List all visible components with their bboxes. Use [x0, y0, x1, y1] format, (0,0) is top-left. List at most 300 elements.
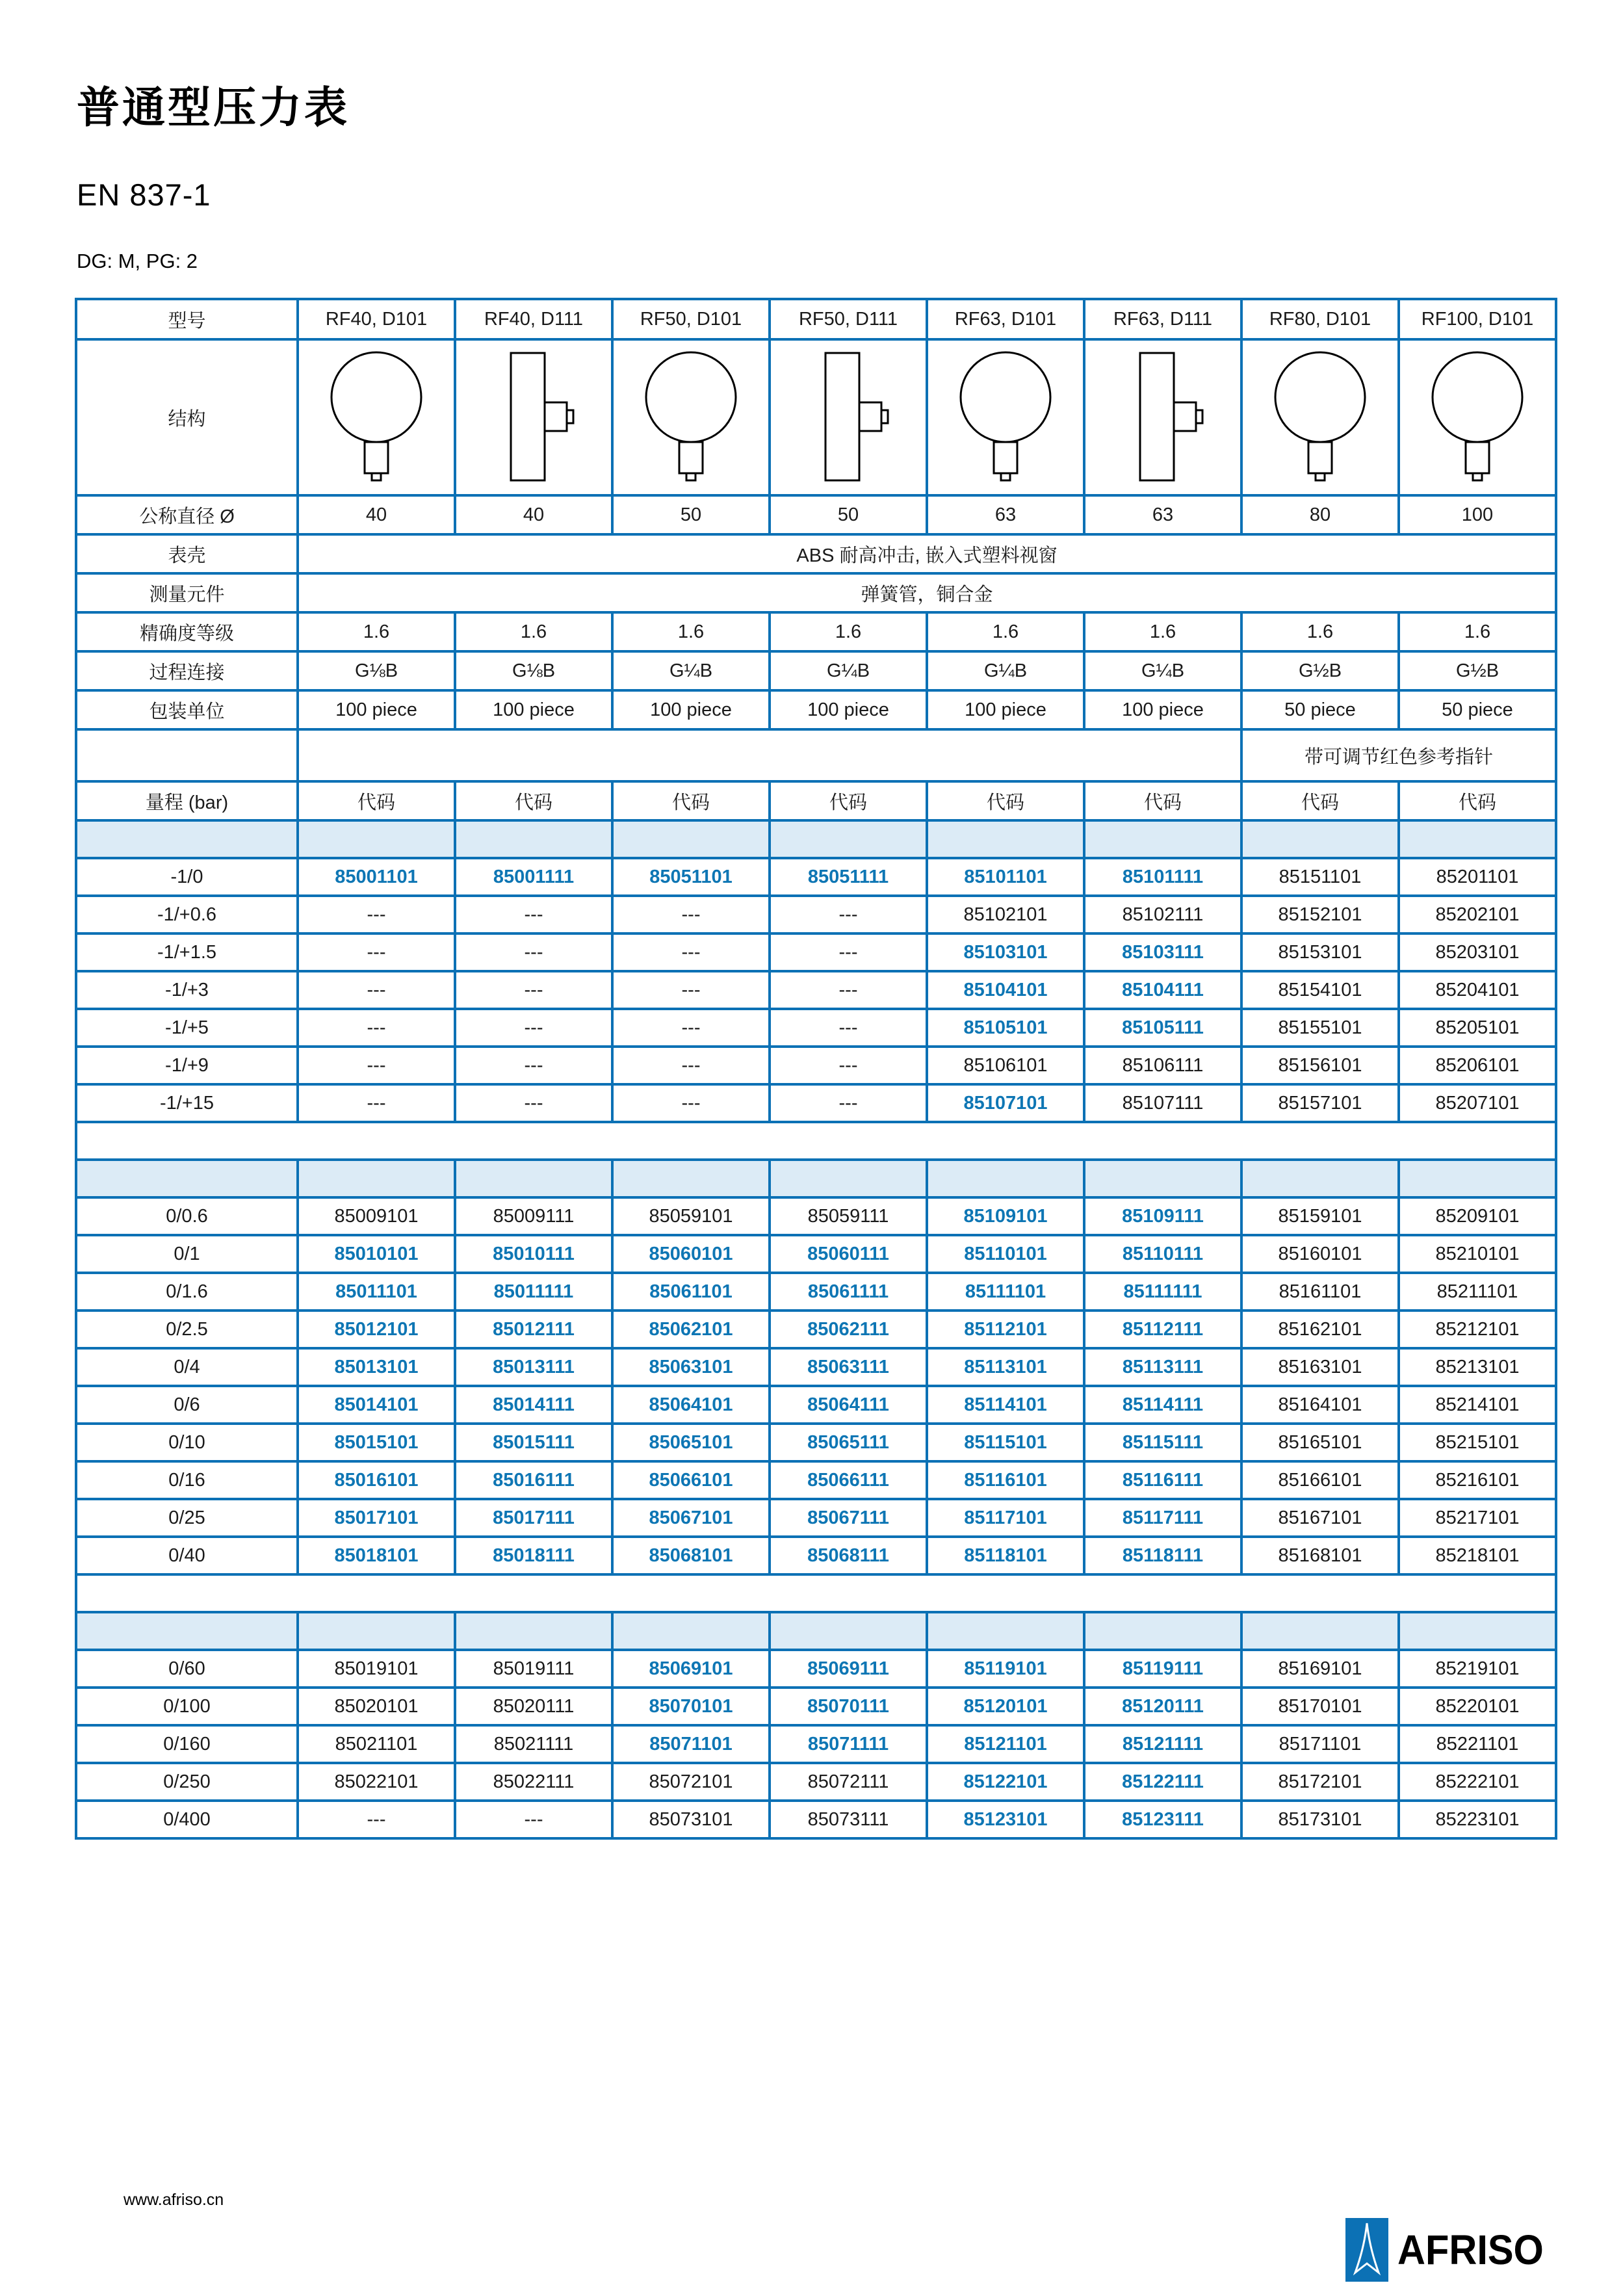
range-label: 0/160	[76, 1725, 298, 1763]
code-row	[76, 858, 1556, 896]
separator-cell	[1399, 1160, 1556, 1197]
code-cell: ---	[455, 971, 612, 1009]
code-cell: 85020101	[298, 1688, 455, 1725]
code-cell: 85114111	[1084, 1386, 1241, 1424]
code-cell: 85162101	[1241, 1311, 1399, 1348]
diameter-value: 40	[298, 495, 455, 534]
row-label: 包装单位	[76, 690, 298, 729]
model-name: RF40, D111	[455, 299, 612, 339]
code-cell: 85172101	[1241, 1763, 1399, 1801]
code-row	[76, 1311, 1556, 1348]
code-row	[76, 896, 1556, 933]
code-cell: ---	[298, 933, 455, 971]
code-cell: 85120101	[927, 1688, 1084, 1725]
code-cell: 85152101	[1241, 896, 1399, 933]
code-cell: 85221101	[1399, 1725, 1556, 1763]
model-name: RF63, D111	[1084, 299, 1241, 339]
page-title: 普通型压力表	[77, 83, 350, 131]
connection-value: G¼B	[770, 651, 927, 690]
code-row	[76, 1009, 1556, 1047]
packing-value: 100 piece	[455, 690, 612, 729]
empty-cell	[76, 729, 298, 781]
connection-value: G¼B	[927, 651, 1084, 690]
range-label: 0/10	[76, 1424, 298, 1461]
code-row	[76, 1197, 1556, 1235]
code-cell: 85015101	[298, 1424, 455, 1461]
code-cell: 85064101	[612, 1386, 770, 1424]
code-cell: 85062111	[770, 1311, 927, 1348]
separator-cell	[76, 1612, 298, 1650]
structure-cell	[770, 339, 927, 495]
model-name: RF50, D101	[612, 299, 770, 339]
code-cell: 85021101	[298, 1725, 455, 1763]
code-cell: 85170101	[1241, 1688, 1399, 1725]
range-label: 0/6	[76, 1386, 298, 1424]
code-row	[76, 971, 1556, 1009]
code-cell: ---	[612, 971, 770, 1009]
accuracy-value: 1.6	[298, 612, 455, 651]
afriso-mark-icon	[1345, 2218, 1388, 2282]
structure-cell	[298, 339, 455, 495]
code-cell: 85164101	[1241, 1386, 1399, 1424]
separator-cell	[76, 1160, 298, 1197]
code-header: 代码	[927, 781, 1084, 820]
note-row	[76, 729, 1556, 781]
accuracy-value: 1.6	[927, 612, 1084, 651]
code-cell: 85117111	[1084, 1499, 1241, 1537]
connection-value: G⅛B	[298, 651, 455, 690]
model-name: RF100, D101	[1399, 299, 1556, 339]
code-cell: ---	[770, 1009, 927, 1047]
code-cell: 85071111	[770, 1725, 927, 1763]
code-cell: 85017111	[455, 1499, 612, 1537]
code-cell: 85069101	[612, 1650, 770, 1688]
code-cell: 85121111	[1084, 1725, 1241, 1763]
code-cell: 85204101	[1399, 971, 1556, 1009]
code-cell: ---	[770, 971, 927, 1009]
case-row	[76, 534, 1556, 573]
range-label: 0/100	[76, 1688, 298, 1725]
row-label: 公称直径 Ø	[76, 495, 298, 534]
code-cell: ---	[455, 1009, 612, 1047]
code-cell: 85118101	[927, 1537, 1084, 1574]
separator-cell	[76, 1122, 1556, 1160]
code-cell: 85122101	[927, 1763, 1084, 1801]
code-cell: 85206101	[1399, 1047, 1556, 1084]
code-cell: 85016111	[455, 1461, 612, 1499]
code-cell: 85065101	[612, 1424, 770, 1461]
diameter-value: 63	[1084, 495, 1241, 534]
code-header: 代码	[1241, 781, 1399, 820]
code-cell: 85069111	[770, 1650, 927, 1688]
gauge-side-icon	[485, 350, 582, 484]
code-cell: 85210101	[1399, 1235, 1556, 1273]
code-cell: 85059101	[612, 1197, 770, 1235]
range-label: 0/25	[76, 1499, 298, 1537]
code-row	[76, 1763, 1556, 1801]
code-cell: 85168101	[1241, 1537, 1399, 1574]
element-value: 弹簧管，铜合金	[298, 573, 1556, 612]
range-label: 0/400	[76, 1801, 298, 1838]
range-label: 0/2.5	[76, 1311, 298, 1348]
range-label: -1/+1.5	[76, 933, 298, 971]
range-header: 量程 (bar)	[76, 781, 298, 820]
code-cell: ---	[770, 1047, 927, 1084]
code-cell: 85073111	[770, 1801, 927, 1838]
code-cell: ---	[612, 1084, 770, 1122]
code-cell: 85169101	[1241, 1650, 1399, 1688]
code-cell: 85207101	[1399, 1084, 1556, 1122]
separator-cell	[455, 1160, 612, 1197]
code-header: 代码	[1399, 781, 1556, 820]
code-cell: 85066111	[770, 1461, 927, 1499]
code-cell: 85020111	[455, 1688, 612, 1725]
gauge-front-icon	[1271, 350, 1369, 484]
code-cell: 85106111	[1084, 1047, 1241, 1084]
range-label: -1/+5	[76, 1009, 298, 1047]
code-cell: 85010101	[298, 1235, 455, 1273]
code-cell: 85072101	[612, 1763, 770, 1801]
element-row	[76, 573, 1556, 612]
code-cell: 85218101	[1399, 1537, 1556, 1574]
code-cell: 85011101	[298, 1273, 455, 1311]
code-cell: 85109101	[927, 1197, 1084, 1235]
code-cell: 85222101	[1399, 1763, 1556, 1801]
code-cell: 85220101	[1399, 1688, 1556, 1725]
code-cell: 85061111	[770, 1273, 927, 1311]
connection-value: G¼B	[1084, 651, 1241, 690]
code-cell: 85109111	[1084, 1197, 1241, 1235]
code-cell: ---	[770, 1084, 927, 1122]
code-cell: ---	[455, 896, 612, 933]
range-label: -1/+9	[76, 1047, 298, 1084]
code-table-body	[76, 820, 1556, 1838]
connection-row	[76, 651, 1556, 690]
gauge-front-icon	[1429, 350, 1526, 484]
code-cell: ---	[770, 896, 927, 933]
code-cell: 85019111	[455, 1650, 612, 1688]
packing-value: 50 piece	[1399, 690, 1556, 729]
code-cell: ---	[612, 1047, 770, 1084]
code-cell: 85101101	[927, 858, 1084, 896]
code-row	[76, 1688, 1556, 1725]
code-cell: ---	[298, 1801, 455, 1838]
gauge-front-icon	[642, 350, 740, 484]
code-cell: 85205101	[1399, 1009, 1556, 1047]
code-cell: 85112101	[927, 1311, 1084, 1348]
code-cell: 85214101	[1399, 1386, 1556, 1424]
row-label: 结构	[76, 339, 298, 495]
section-separator-row	[76, 1574, 1556, 1612]
code-cell: 85166101	[1241, 1461, 1399, 1499]
packing-value: 100 piece	[770, 690, 927, 729]
code-cell: 85063111	[770, 1348, 927, 1386]
separator-cell	[927, 820, 1084, 858]
code-header: 代码	[455, 781, 612, 820]
code-cell: 85017101	[298, 1499, 455, 1537]
diameter-row	[76, 495, 1556, 534]
code-row	[76, 1084, 1556, 1122]
code-cell: 85112111	[1084, 1311, 1241, 1348]
code-cell: 85123101	[927, 1801, 1084, 1838]
model-row	[76, 299, 1556, 339]
code-cell: 85067101	[612, 1499, 770, 1537]
separator-cell	[455, 820, 612, 858]
row-label: 过程连接	[76, 651, 298, 690]
code-row	[76, 1047, 1556, 1084]
code-cell: 85104111	[1084, 971, 1241, 1009]
connection-value: G¼B	[612, 651, 770, 690]
section-divider-row	[76, 1160, 1556, 1197]
code-cell: 85201101	[1399, 858, 1556, 896]
code-cell: 85163101	[1241, 1348, 1399, 1386]
separator-cell	[927, 1612, 1084, 1650]
model-name: RF63, D101	[927, 299, 1084, 339]
range-label: 0/40	[76, 1537, 298, 1574]
code-header: 代码	[298, 781, 455, 820]
standard-reference: EN 837-1	[77, 177, 211, 212]
code-cell: 85068111	[770, 1537, 927, 1574]
structure-cell	[1399, 339, 1556, 495]
code-cell: 85117101	[927, 1499, 1084, 1537]
code-cell: 85073101	[612, 1801, 770, 1838]
separator-cell	[1084, 820, 1241, 858]
range-label: 0/250	[76, 1763, 298, 1801]
code-cell: 85103111	[1084, 933, 1241, 971]
code-header: 代码	[770, 781, 927, 820]
code-cell: 85001101	[298, 858, 455, 896]
accuracy-value: 1.6	[1241, 612, 1399, 651]
structure-cell	[1084, 339, 1241, 495]
code-cell: 85161101	[1241, 1273, 1399, 1311]
accuracy-value: 1.6	[1399, 612, 1556, 651]
code-cell: 85121101	[927, 1725, 1084, 1763]
separator-cell	[1084, 1160, 1241, 1197]
code-cell: 85213101	[1399, 1348, 1556, 1386]
code-cell: ---	[298, 1084, 455, 1122]
separator-cell	[612, 1160, 770, 1197]
code-cell: 85060111	[770, 1235, 927, 1273]
code-cell: 85102111	[1084, 896, 1241, 933]
separator-cell	[1241, 820, 1399, 858]
code-cell: ---	[298, 971, 455, 1009]
code-cell: 85111111	[1084, 1273, 1241, 1311]
code-cell: 85071101	[612, 1725, 770, 1763]
code-cell: 85064111	[770, 1386, 927, 1424]
code-cell: 85116111	[1084, 1461, 1241, 1499]
separator-cell	[770, 820, 927, 858]
code-cell: ---	[455, 933, 612, 971]
code-header-row	[76, 781, 1556, 820]
code-cell: 85001111	[455, 858, 612, 896]
diameter-value: 63	[927, 495, 1084, 534]
code-cell: 85009101	[298, 1197, 455, 1235]
dg-pg-line: DG: M, PG: 2	[77, 250, 198, 272]
code-cell: 85021111	[455, 1725, 612, 1763]
range-label: 0/4	[76, 1348, 298, 1386]
code-cell: 85022101	[298, 1763, 455, 1801]
code-cell: 85104101	[927, 971, 1084, 1009]
code-cell: 85203101	[1399, 933, 1556, 971]
connection-value: G½B	[1399, 651, 1556, 690]
packing-value: 100 piece	[612, 690, 770, 729]
packing-value: 100 piece	[1084, 690, 1241, 729]
separator-cell	[76, 1574, 1556, 1612]
code-cell: 85015111	[455, 1424, 612, 1461]
gauge-front-icon	[957, 350, 1054, 484]
separator-cell	[1241, 1612, 1399, 1650]
accuracy-row	[76, 612, 1556, 651]
separator-cell	[1399, 1612, 1556, 1650]
code-cell: 85070101	[612, 1688, 770, 1725]
separator-cell	[298, 1160, 455, 1197]
code-cell: 85219101	[1399, 1650, 1556, 1688]
packing-value: 100 piece	[298, 690, 455, 729]
product-table	[75, 298, 1557, 1840]
code-cell: 85022111	[455, 1763, 612, 1801]
separator-cell	[1241, 1160, 1399, 1197]
code-header: 代码	[612, 781, 770, 820]
code-cell: 85012111	[455, 1311, 612, 1348]
code-row	[76, 1725, 1556, 1763]
brand-logo	[1345, 2218, 1555, 2282]
section-divider-row	[76, 1612, 1556, 1650]
code-cell: 85113101	[927, 1348, 1084, 1386]
code-row	[76, 1537, 1556, 1574]
code-cell: 85059111	[770, 1197, 927, 1235]
separator-cell	[612, 1612, 770, 1650]
separator-cell	[770, 1612, 927, 1650]
code-cell: 85167101	[1241, 1499, 1399, 1537]
connection-value: G⅛B	[455, 651, 612, 690]
diameter-value: 100	[1399, 495, 1556, 534]
code-cell: 85011111	[455, 1273, 612, 1311]
code-cell: 85119111	[1084, 1650, 1241, 1688]
code-cell: 85061101	[612, 1273, 770, 1311]
code-cell: 85123111	[1084, 1801, 1241, 1838]
structure-row	[76, 339, 1556, 495]
code-cell: 85159101	[1241, 1197, 1399, 1235]
empty-cell	[298, 729, 1241, 781]
code-cell: 85217101	[1399, 1499, 1556, 1537]
code-cell: 85156101	[1241, 1047, 1399, 1084]
separator-cell	[770, 1160, 927, 1197]
code-cell: 85216101	[1399, 1461, 1556, 1499]
code-cell: 85110111	[1084, 1235, 1241, 1273]
code-cell: ---	[612, 896, 770, 933]
code-cell: 85173101	[1241, 1801, 1399, 1838]
code-cell: 85072111	[770, 1763, 927, 1801]
code-row	[76, 1650, 1556, 1688]
model-name: RF40, D101	[298, 299, 455, 339]
code-cell: 85155101	[1241, 1009, 1399, 1047]
code-cell: 85107101	[927, 1084, 1084, 1122]
code-cell: 85154101	[1241, 971, 1399, 1009]
code-row	[76, 1273, 1556, 1311]
range-label: -1/+0.6	[76, 896, 298, 933]
connection-value: G½B	[1241, 651, 1399, 690]
code-cell: 85070111	[770, 1688, 927, 1725]
code-cell: 85013101	[298, 1348, 455, 1386]
row-label: 精确度等级	[76, 612, 298, 651]
structure-cell	[927, 339, 1084, 495]
code-cell: 85105111	[1084, 1009, 1241, 1047]
code-cell: 85051101	[612, 858, 770, 896]
diameter-value: 80	[1241, 495, 1399, 534]
separator-cell	[298, 820, 455, 858]
gauge-front-icon	[328, 350, 425, 484]
code-cell: 85103101	[927, 933, 1084, 971]
code-cell: 85165101	[1241, 1424, 1399, 1461]
code-cell: ---	[455, 1084, 612, 1122]
code-cell: 85062101	[612, 1311, 770, 1348]
range-label: 0/1	[76, 1235, 298, 1273]
code-cell: ---	[455, 1047, 612, 1084]
code-cell: 85118111	[1084, 1537, 1241, 1574]
gauge-side-icon	[799, 350, 897, 484]
structure-cell	[612, 339, 770, 495]
code-cell: 85211101	[1399, 1273, 1556, 1311]
code-row	[76, 1424, 1556, 1461]
separator-cell	[927, 1160, 1084, 1197]
accuracy-value: 1.6	[455, 612, 612, 651]
code-cell: 85067111	[770, 1499, 927, 1537]
separator-cell	[1399, 820, 1556, 858]
code-cell: 85107111	[1084, 1084, 1241, 1122]
row-label: 型号	[76, 299, 298, 339]
code-cell: 85209101	[1399, 1197, 1556, 1235]
code-cell: 85223101	[1399, 1801, 1556, 1838]
code-cell: ---	[298, 1047, 455, 1084]
separator-cell	[455, 1612, 612, 1650]
code-cell: 85051111	[770, 858, 927, 896]
code-cell: 85212101	[1399, 1311, 1556, 1348]
code-cell: 85110101	[927, 1235, 1084, 1273]
code-cell: 85065111	[770, 1424, 927, 1461]
code-header: 代码	[1084, 781, 1241, 820]
range-label: -1/+15	[76, 1084, 298, 1122]
code-cell: 85171101	[1241, 1725, 1399, 1763]
range-label: 0/1.6	[76, 1273, 298, 1311]
code-row	[76, 1235, 1556, 1273]
gauge-side-icon	[1114, 350, 1212, 484]
code-cell: 85202101	[1399, 896, 1556, 933]
separator-cell	[612, 820, 770, 858]
code-cell: ---	[298, 896, 455, 933]
packing-value: 50 piece	[1241, 690, 1399, 729]
code-cell: ---	[612, 933, 770, 971]
range-label: -1/+3	[76, 971, 298, 1009]
code-cell: 85151101	[1241, 858, 1399, 896]
section-divider-row	[76, 820, 1556, 858]
code-cell: 85157101	[1241, 1084, 1399, 1122]
code-cell: 85010111	[455, 1235, 612, 1273]
code-cell: 85016101	[298, 1461, 455, 1499]
code-cell: 85160101	[1241, 1235, 1399, 1273]
model-name: RF50, D111	[770, 299, 927, 339]
accuracy-value: 1.6	[770, 612, 927, 651]
code-cell: 85153101	[1241, 933, 1399, 971]
code-row	[76, 1386, 1556, 1424]
code-cell: 85063101	[612, 1348, 770, 1386]
code-row	[76, 1801, 1556, 1838]
code-cell: 85018111	[455, 1537, 612, 1574]
case-value: ABS 耐高冲击, 嵌入式塑料视窗	[298, 534, 1556, 573]
code-cell: 85120111	[1084, 1688, 1241, 1725]
row-label: 表壳	[76, 534, 298, 573]
website-url: www.afriso.cn	[123, 2191, 224, 2209]
code-cell: 85113111	[1084, 1348, 1241, 1386]
